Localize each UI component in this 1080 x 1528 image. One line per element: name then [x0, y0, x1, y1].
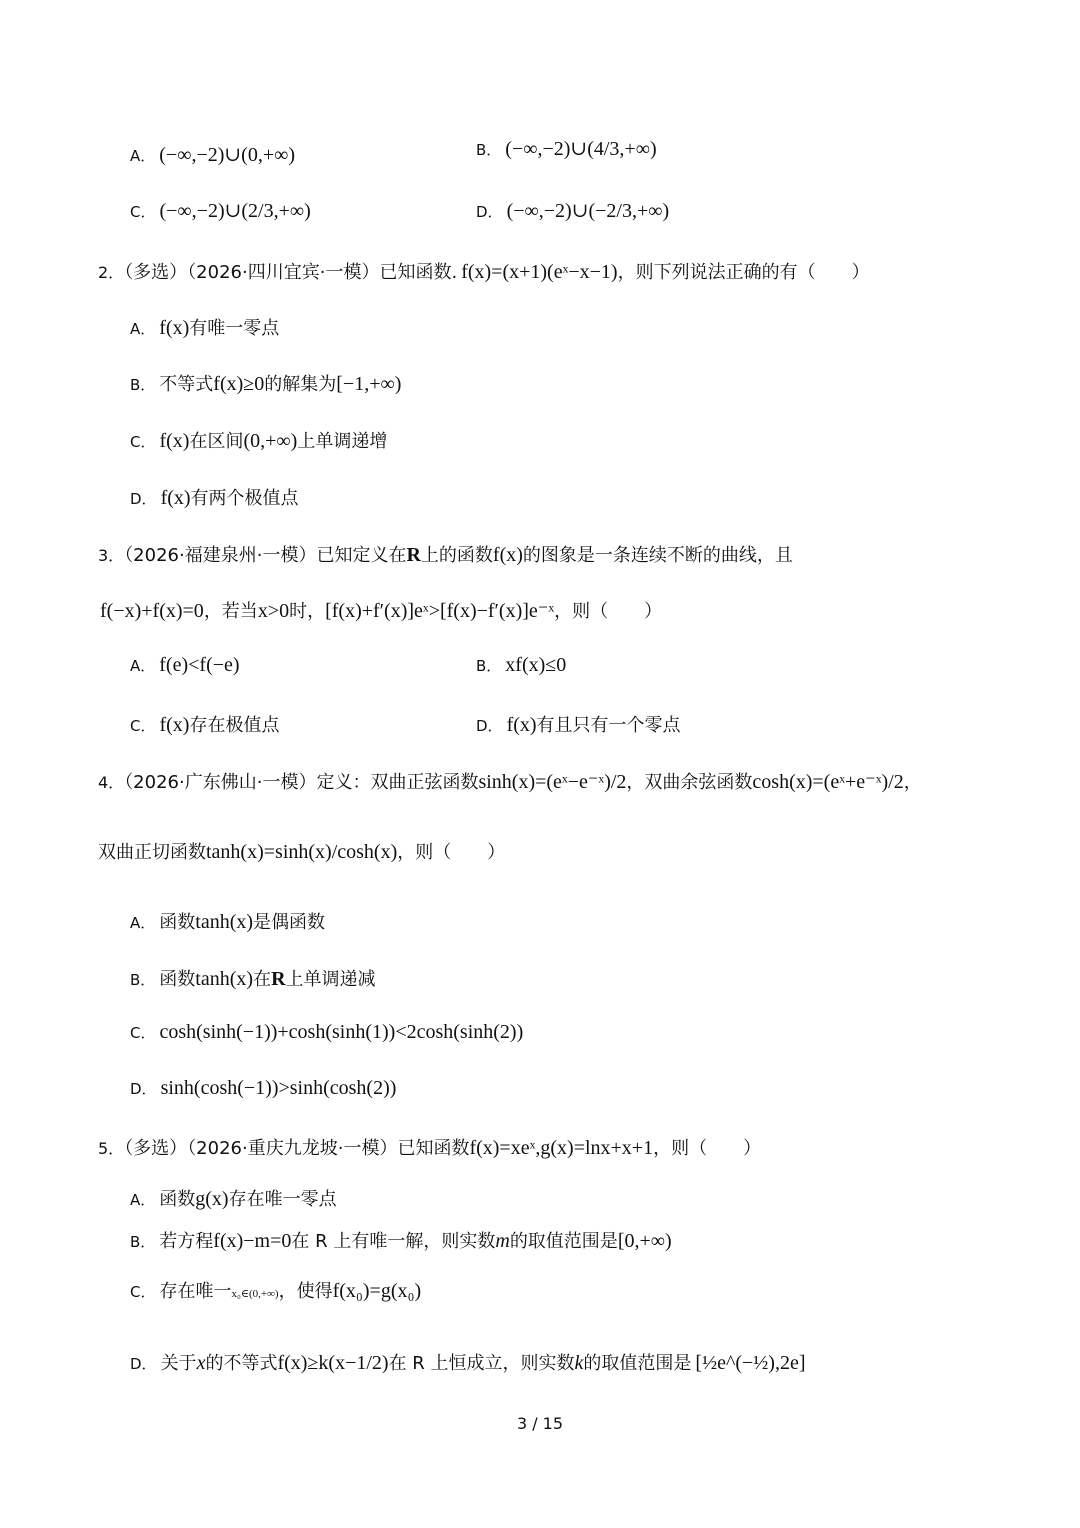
q3-stem [98, 541, 793, 567]
q2-option-a[interactable] [130, 314, 279, 340]
q5-option-a[interactable] [130, 1185, 337, 1211]
q4-option-c-expr: cosh(sinh(−1))+cosh(sinh(1))<2cosh(sinh(2)) [159, 1021, 524, 1043]
q4-stem-line2 [98, 838, 505, 864]
q3-option-a[interactable] [130, 654, 240, 677]
q1-option-d-expr: (−∞,−2)∪(−2/3,+∞) [506, 200, 670, 222]
q2-stem-post: ，则下列说法正确的有（ ） [617, 262, 870, 283]
q4-option-b-text: 在 [253, 969, 272, 990]
option-label: A． [130, 1191, 156, 1209]
q2-option-a-text: 有唯一零点 [189, 318, 280, 339]
q2-option-b-expr: f(x)≥0 [213, 373, 265, 395]
q5-option-b-text2: 的取值范围是 [509, 1231, 618, 1252]
q5-number: 5． [98, 1139, 125, 1158]
q4-option-c[interactable] [130, 1021, 523, 1044]
q2-source: （2026·四川宜宾·一模） [187, 262, 380, 283]
q4-mid: ，双曲余弦函数 [626, 772, 753, 793]
q5-option-d-k: k [574, 1352, 584, 1374]
q5-option-b-expr2: [0,+∞) [617, 1230, 672, 1252]
q1-option-a[interactable] [130, 142, 295, 167]
option-label: D． [476, 717, 503, 735]
q3-line2-time: 时， [289, 601, 326, 622]
q2-tag: （多选） [124, 262, 188, 283]
q5-option-b-m: m [495, 1230, 510, 1252]
q4-line2-post: ，则（ ） [397, 842, 506, 863]
q4-option-a-pre: 函数 [159, 912, 196, 933]
q2-option-a-expr: f(x) [159, 317, 190, 339]
q2-stem [98, 258, 870, 284]
q2-option-c-expr: f(x) [159, 430, 190, 452]
q5-option-b-expr: f(x)−m=0 [213, 1230, 292, 1252]
option-label: D． [130, 1080, 157, 1098]
page-number: 3 / 15 [516, 1414, 564, 1433]
option-label: C． [130, 1024, 156, 1042]
q4-sinh-def: sinh(x)=(eˣ−e⁻ˣ)/2 [478, 771, 627, 793]
q4-source: （2026·广东佛山·一模） [124, 772, 317, 793]
q2-option-c-text: 在区间 [189, 431, 244, 452]
q5-option-b-pre: 若方程 [159, 1231, 214, 1252]
q3-option-c-expr: f(x) [159, 714, 190, 736]
q4-option-d-expr: sinh(cosh(−1))>sinh(cosh(2)) [160, 1077, 397, 1099]
option-label: A． [130, 657, 156, 675]
q5-option-a-pre: 函数 [159, 1189, 196, 1210]
q1-option-b-expr: (−∞,−2)∪(4/3,+∞) [505, 138, 657, 160]
q3-line2-ineq: [f(x)+f′(x)]eˣ>[f(x)−f′(x)]e⁻ˣ [325, 600, 555, 622]
q2-option-b-text: 的解集为 [264, 374, 337, 395]
q4-option-a[interactable] [130, 908, 325, 934]
q2-option-b-expr2: [−1,+∞) [336, 373, 402, 395]
option-label: A． [130, 914, 156, 932]
q5-option-c-text: ，使得 [278, 1281, 333, 1302]
q5-option-c-expr: x₀∈(0,+∞) [231, 1288, 279, 1300]
q4-cosh-def: cosh(x)=(eˣ+e⁻ˣ)/2 [752, 771, 904, 793]
q4-tanh-def: tanh(x)=sinh(x)/cosh(x) [206, 841, 398, 863]
q3-option-d[interactable] [476, 711, 681, 737]
q4-option-b-text2: 上单调递减 [285, 969, 376, 990]
q2-option-d-text: 有两个极值点 [190, 488, 299, 509]
q3-option-b-expr: xf(x)≤0 [505, 654, 567, 676]
q5-tag: （多选） [124, 1138, 188, 1159]
q5-stem-pre: 已知函数 [397, 1138, 470, 1159]
q2-option-c[interactable] [130, 427, 387, 453]
q3-option-c-text: 存在极值点 [189, 715, 280, 736]
q3-number: 3． [98, 546, 125, 565]
q3-stem-post: 的图象是一条连续不断的曲线，且 [522, 545, 793, 566]
q3-source: （2026·福建泉州·一模） [124, 545, 317, 566]
q5-option-d-expr: f(x)≥k(x−1/2) [277, 1352, 389, 1374]
q4-option-d[interactable] [130, 1077, 396, 1100]
option-label: C． [130, 433, 156, 451]
q4-option-a-expr: tanh(x) [195, 911, 254, 933]
q3-stem-expr: f(x) [492, 544, 523, 566]
q3-option-d-expr: f(x) [506, 714, 537, 736]
q5-option-d-x: x [196, 1352, 206, 1374]
q5-option-a-expr: g(x) [195, 1188, 229, 1210]
option-label: D． [130, 1355, 157, 1373]
q3-line2-cond: x>0 [257, 600, 290, 622]
q5-stem-expr: f(x)=xeˣ,g(x)=lnx+x+1 [469, 1137, 654, 1159]
option-label: A． [130, 320, 156, 338]
q3-stem-r: R [406, 544, 421, 566]
q5-option-d-text2: 的取值范围是 [583, 1353, 692, 1374]
option-label: A． [130, 147, 156, 165]
q5-option-d-text: 在 R 上恒成立，则实数 [388, 1353, 575, 1374]
q3-stem-mid: 上的函数 [420, 545, 493, 566]
q5-option-d-mid: 的不等式 [205, 1353, 278, 1374]
option-label: C． [130, 717, 156, 735]
option-label: C． [130, 203, 156, 221]
q5-stem-post: ，则（ ） [653, 1138, 762, 1159]
q2-option-c-expr2: (0,+∞) [243, 430, 298, 452]
q4-option-b-expr: tanh(x) [195, 968, 254, 990]
option-label: B． [476, 657, 502, 675]
q2-option-d-expr: f(x) [160, 487, 191, 509]
q1-option-b[interactable] [476, 136, 657, 161]
q5-stem [98, 1134, 761, 1160]
q1-option-c[interactable] [130, 198, 311, 223]
q2-option-b-pre: 不等式 [159, 374, 214, 395]
q4-def: 定义：双曲正弦函数 [316, 772, 479, 793]
q5-option-d-pre: 关于 [160, 1353, 197, 1374]
q1-option-c-expr: (−∞,−2)∪(2/3,+∞) [159, 200, 311, 222]
q3-line2-mid: ，若当 [203, 601, 258, 622]
q3-line2-expr: f(−x)+f(x)=0 [100, 600, 204, 622]
q4-line2-pre: 双曲正切函数 [98, 842, 206, 863]
option-label: B． [130, 1233, 156, 1251]
q5-source: （2026·重庆九龙坡·一模） [187, 1138, 398, 1159]
q3-option-a-expr: f(e)<f(−e) [159, 654, 240, 676]
q2-option-d[interactable] [130, 484, 299, 510]
q2-option-b[interactable] [130, 370, 401, 396]
q4-option-b[interactable] [130, 965, 376, 991]
q3-line2-post: ，则（ ） [554, 601, 663, 622]
q2-number: 2． [98, 263, 125, 282]
q2-option-c-text2: 上单调递增 [297, 431, 388, 452]
option-label: B． [476, 141, 502, 159]
option-label: C． [130, 1283, 156, 1301]
q5-option-c[interactable] [130, 1277, 421, 1303]
q4-number: 4． [98, 773, 125, 792]
q5-option-b-text: 在 R 上有唯一解，则实数 [291, 1231, 496, 1252]
q3-option-d-text: 有且只有一个零点 [536, 715, 681, 736]
option-label: D． [476, 203, 503, 221]
q5-option-d[interactable] [130, 1349, 805, 1375]
q1-option-a-expr: (−∞,−2)∪(0,+∞) [159, 144, 296, 166]
q4-comma: ， [903, 772, 922, 793]
q4-option-a-text: 是偶函数 [253, 912, 326, 933]
q4-option-b-r: R [271, 968, 286, 990]
q5-option-a-text: 存在唯一零点 [228, 1189, 337, 1210]
q5-option-d-expr2: [½e^(−½),2e] [695, 1352, 806, 1374]
option-label: B． [130, 376, 156, 394]
q5-option-c-expr2: f(x₀)=g(x₀) [332, 1280, 422, 1302]
q3-option-b[interactable] [476, 654, 566, 677]
q5-option-b[interactable] [130, 1227, 672, 1253]
q3-option-c[interactable] [130, 711, 279, 737]
q5-option-c-pre: 存在唯一 [159, 1281, 232, 1302]
option-label: D． [130, 490, 157, 508]
option-label: B． [130, 971, 156, 989]
q4-stem [98, 768, 922, 794]
q2-stem-pre: 已知函数. [379, 262, 458, 283]
q4-option-b-pre: 函数 [159, 969, 196, 990]
q1-option-d[interactable] [476, 198, 669, 223]
q3-stem-line2 [100, 597, 662, 623]
q2-stem-expr: f(x)=(x+1)(eˣ−x−1) [461, 261, 618, 283]
q3-stem-pre: 已知定义在 [316, 545, 407, 566]
